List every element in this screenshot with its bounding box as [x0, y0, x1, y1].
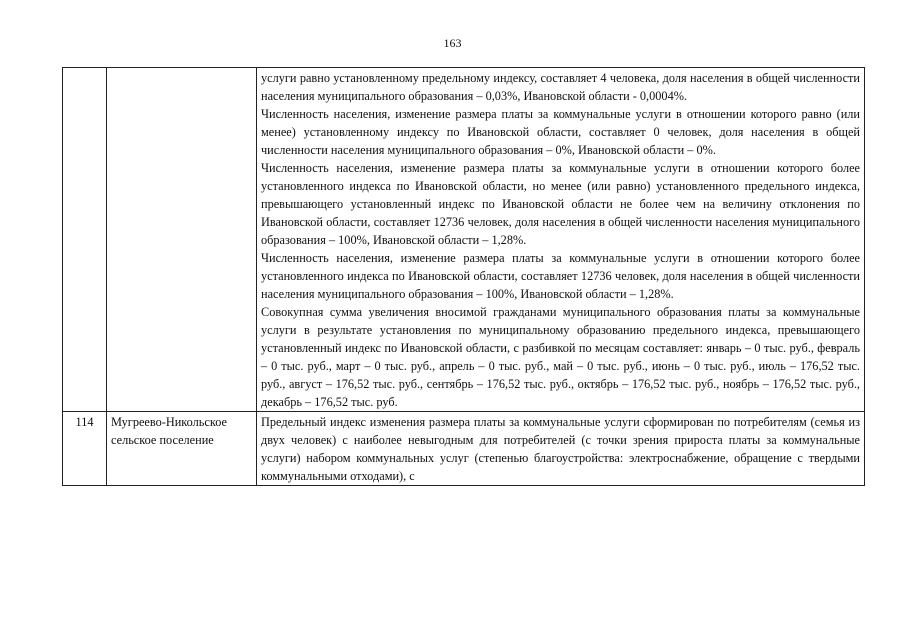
- municipality-name-cell: [107, 68, 257, 412]
- paragraph: Совокупная сумма увеличения вносимой гражданами муниципального образования платы за коммунальные услуги в результате установления по муниципальному образованию предельного индекса, превышающего установленный индекс по Ивановской области, с разбивкой по месяцам составляет: январь – 0 тыс. руб., февраль – 0 тыс. руб., март – 0 тыс. руб., апрель – 0 тыс. руб., май – 0 тыс. руб., июнь – 0 тыс. руб., июль – 176,52 тыс. руб., август – 176,52 тыс. руб., сентябрь – 176,52 тыс. руб., октябрь – 176,52 тыс. руб., ноябрь – 176,52 тыс. руб., декабрь – 176,52 тыс. руб.: [261, 305, 860, 409]
- paragraph: услуги равно установленному предельному индексу, составляет 4 человека, доля населения в общей численности населения муниципального образования – 0,03%, Ивановской области - 0,0004%.: [261, 71, 860, 103]
- page-number: 163: [443, 36, 462, 50]
- paragraph: Предельный индекс изменения размера платы за коммунальные услуги сформирован по потребителям (семья из двух человек) с наиболее невыгодным для потребителей (с точки зрения прироста платы за коммунальные услуги) набором коммунальных услуг (степенью благоустройства: электроснабжение, обращение с твердыми коммунальными отходами), с: [261, 415, 860, 483]
- municipality-name-cell: Мугреево-Никольское сельское поселение: [107, 412, 257, 486]
- description-cell: [257, 68, 865, 412]
- paragraph: Численность населения, изменение размера платы за коммунальные услуги в отношении которого более установленного индекса по Ивановской области, составляет 12736 человек, доля населения в общей численности населения муниципального образования – 100%, Ивановской области – 1,28%.: [261, 251, 860, 301]
- paragraph: Численность населения, изменение размера платы за коммунальные услуги в отношении которого равно (или менее) установленному индексу по Ивановской области, составляет 0 человек, доля населения в общей численности населения муниципального образования – 0%, Ивановской области – 0%.: [261, 107, 860, 157]
- municipal-index-table: [62, 67, 865, 486]
- description-cell: [257, 412, 865, 486]
- table-row: [63, 68, 865, 412]
- row-number-cell: [63, 68, 107, 412]
- paragraph: Численность населения, изменение размера платы за коммунальные услуги в отношении которого более установленного индекса по Ивановской области, но менее (или равно) установленного предельного индекса, превышающего установленный индекс по Ивановской области не более чем на величину отклонения по Ивановской области, составляет 12736 человек, доля населения в общей численности населения муниципального образования – 100%, Ивановской области – 1,28%.: [261, 161, 860, 247]
- table-row: [63, 412, 865, 486]
- row-number-cell: 114: [63, 412, 107, 486]
